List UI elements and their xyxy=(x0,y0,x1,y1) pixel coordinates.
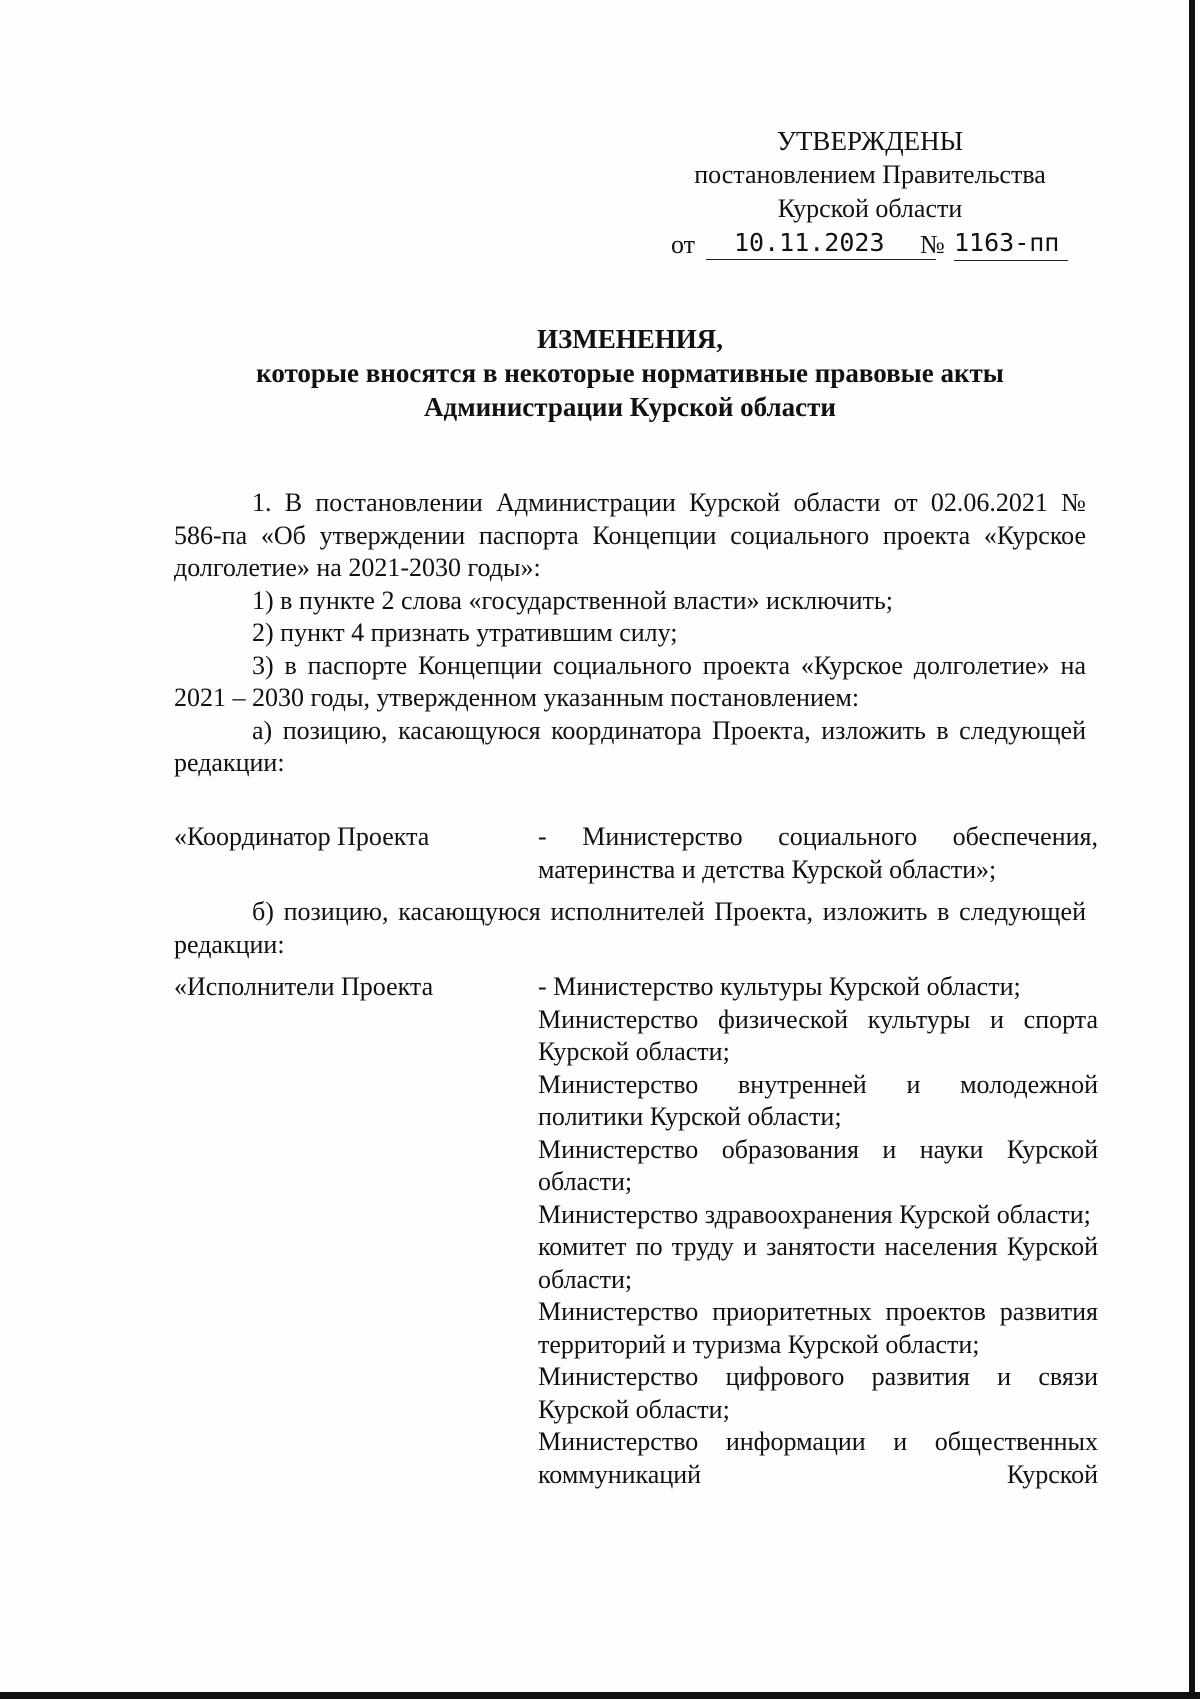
date-prefix: от xyxy=(671,230,696,259)
body-section-2 xyxy=(174,896,1086,961)
approval-date-line xyxy=(640,228,1100,264)
heading-subtitle-2: Администрации Курской области xyxy=(424,392,836,422)
executor-item: Министерство внутренней и молодежной политики Курской области; xyxy=(538,1069,1098,1131)
executors-list xyxy=(538,971,1098,1491)
number-prefix: № xyxy=(920,230,945,259)
approval-line-2: Курской области xyxy=(777,194,963,223)
approval-line-1: постановлением Правительства xyxy=(694,160,1046,189)
body-section-1 xyxy=(174,487,1086,780)
sub-item-b: б) позицию, касающуюся исполнителей Проекта, изложить в следующей редакции: xyxy=(174,897,1086,959)
item-3: 3) в паспорте Концепции социального проекта «Курское долголетие» на 2021 – 2030 годы, утвержденном указанным постановлением: xyxy=(174,650,1086,712)
approval-date: 10.11.2023 xyxy=(706,226,936,260)
item-1: 1) в пункте 2 слова «государственной власти» исключить; xyxy=(252,585,893,615)
approval-number: 1163-пп xyxy=(954,226,1068,261)
document-heading xyxy=(140,322,1120,424)
executor-item: Министерство приоритетных проектов развития территорий и туризма Курской области; xyxy=(538,1297,1098,1359)
executor-item: Министерство физической культуры и спорта Курской области; xyxy=(538,1004,1098,1066)
executor-item: комитет по труду и занятости населения Курской области; xyxy=(538,1232,1098,1294)
coordinator-text: - Министерство социального обеспечения, материнства и детства Курской области»; xyxy=(538,822,1098,884)
approval-title: УТВЕРЖДЕНЫ xyxy=(776,126,964,156)
executor-item: Министерство образования и науки Курской области; xyxy=(538,1134,1098,1196)
sub-item-a: а) позицию, касающуюся координатора Проекта, изложить в следующей редакции: xyxy=(174,715,1086,777)
item-2: 2) пункт 4 признать утратившим силу; xyxy=(252,618,678,647)
executor-item: Министерство информации и общественных коммуникаций Курской xyxy=(538,1427,1098,1489)
executors-row xyxy=(174,971,1098,1671)
executor-item: - Министерство культуры Курской области; xyxy=(538,972,1021,1001)
executor-item: Министерство здравоохранения Курской области; xyxy=(538,1199,1091,1229)
heading-title: ИЗМЕНЕНИЯ, xyxy=(536,324,723,354)
paragraph-1: 1. В постановлении Администрации Курской области от 02.06.2021 № 586-па «Об утверждении паспорта Концепции социального проекта «Курское долголетие» на 2021-2030 годы»: xyxy=(174,488,1086,582)
scan-edge-right xyxy=(1189,0,1195,1699)
coordinator-value xyxy=(538,821,1098,886)
executor-item: Министерство цифрового развития и связи Курской области; xyxy=(538,1362,1098,1424)
heading-subtitle-1: которые вносятся в некоторые нормативные правовые акты xyxy=(256,358,1004,388)
coordinator-row xyxy=(174,821,1098,891)
approval-stamp-block xyxy=(640,124,1100,264)
scan-edge-bottom xyxy=(0,1692,1200,1699)
executors-label: «Исполнители Проекта xyxy=(174,972,434,1001)
coordinator-label: «Координатор Проекта xyxy=(174,822,430,851)
